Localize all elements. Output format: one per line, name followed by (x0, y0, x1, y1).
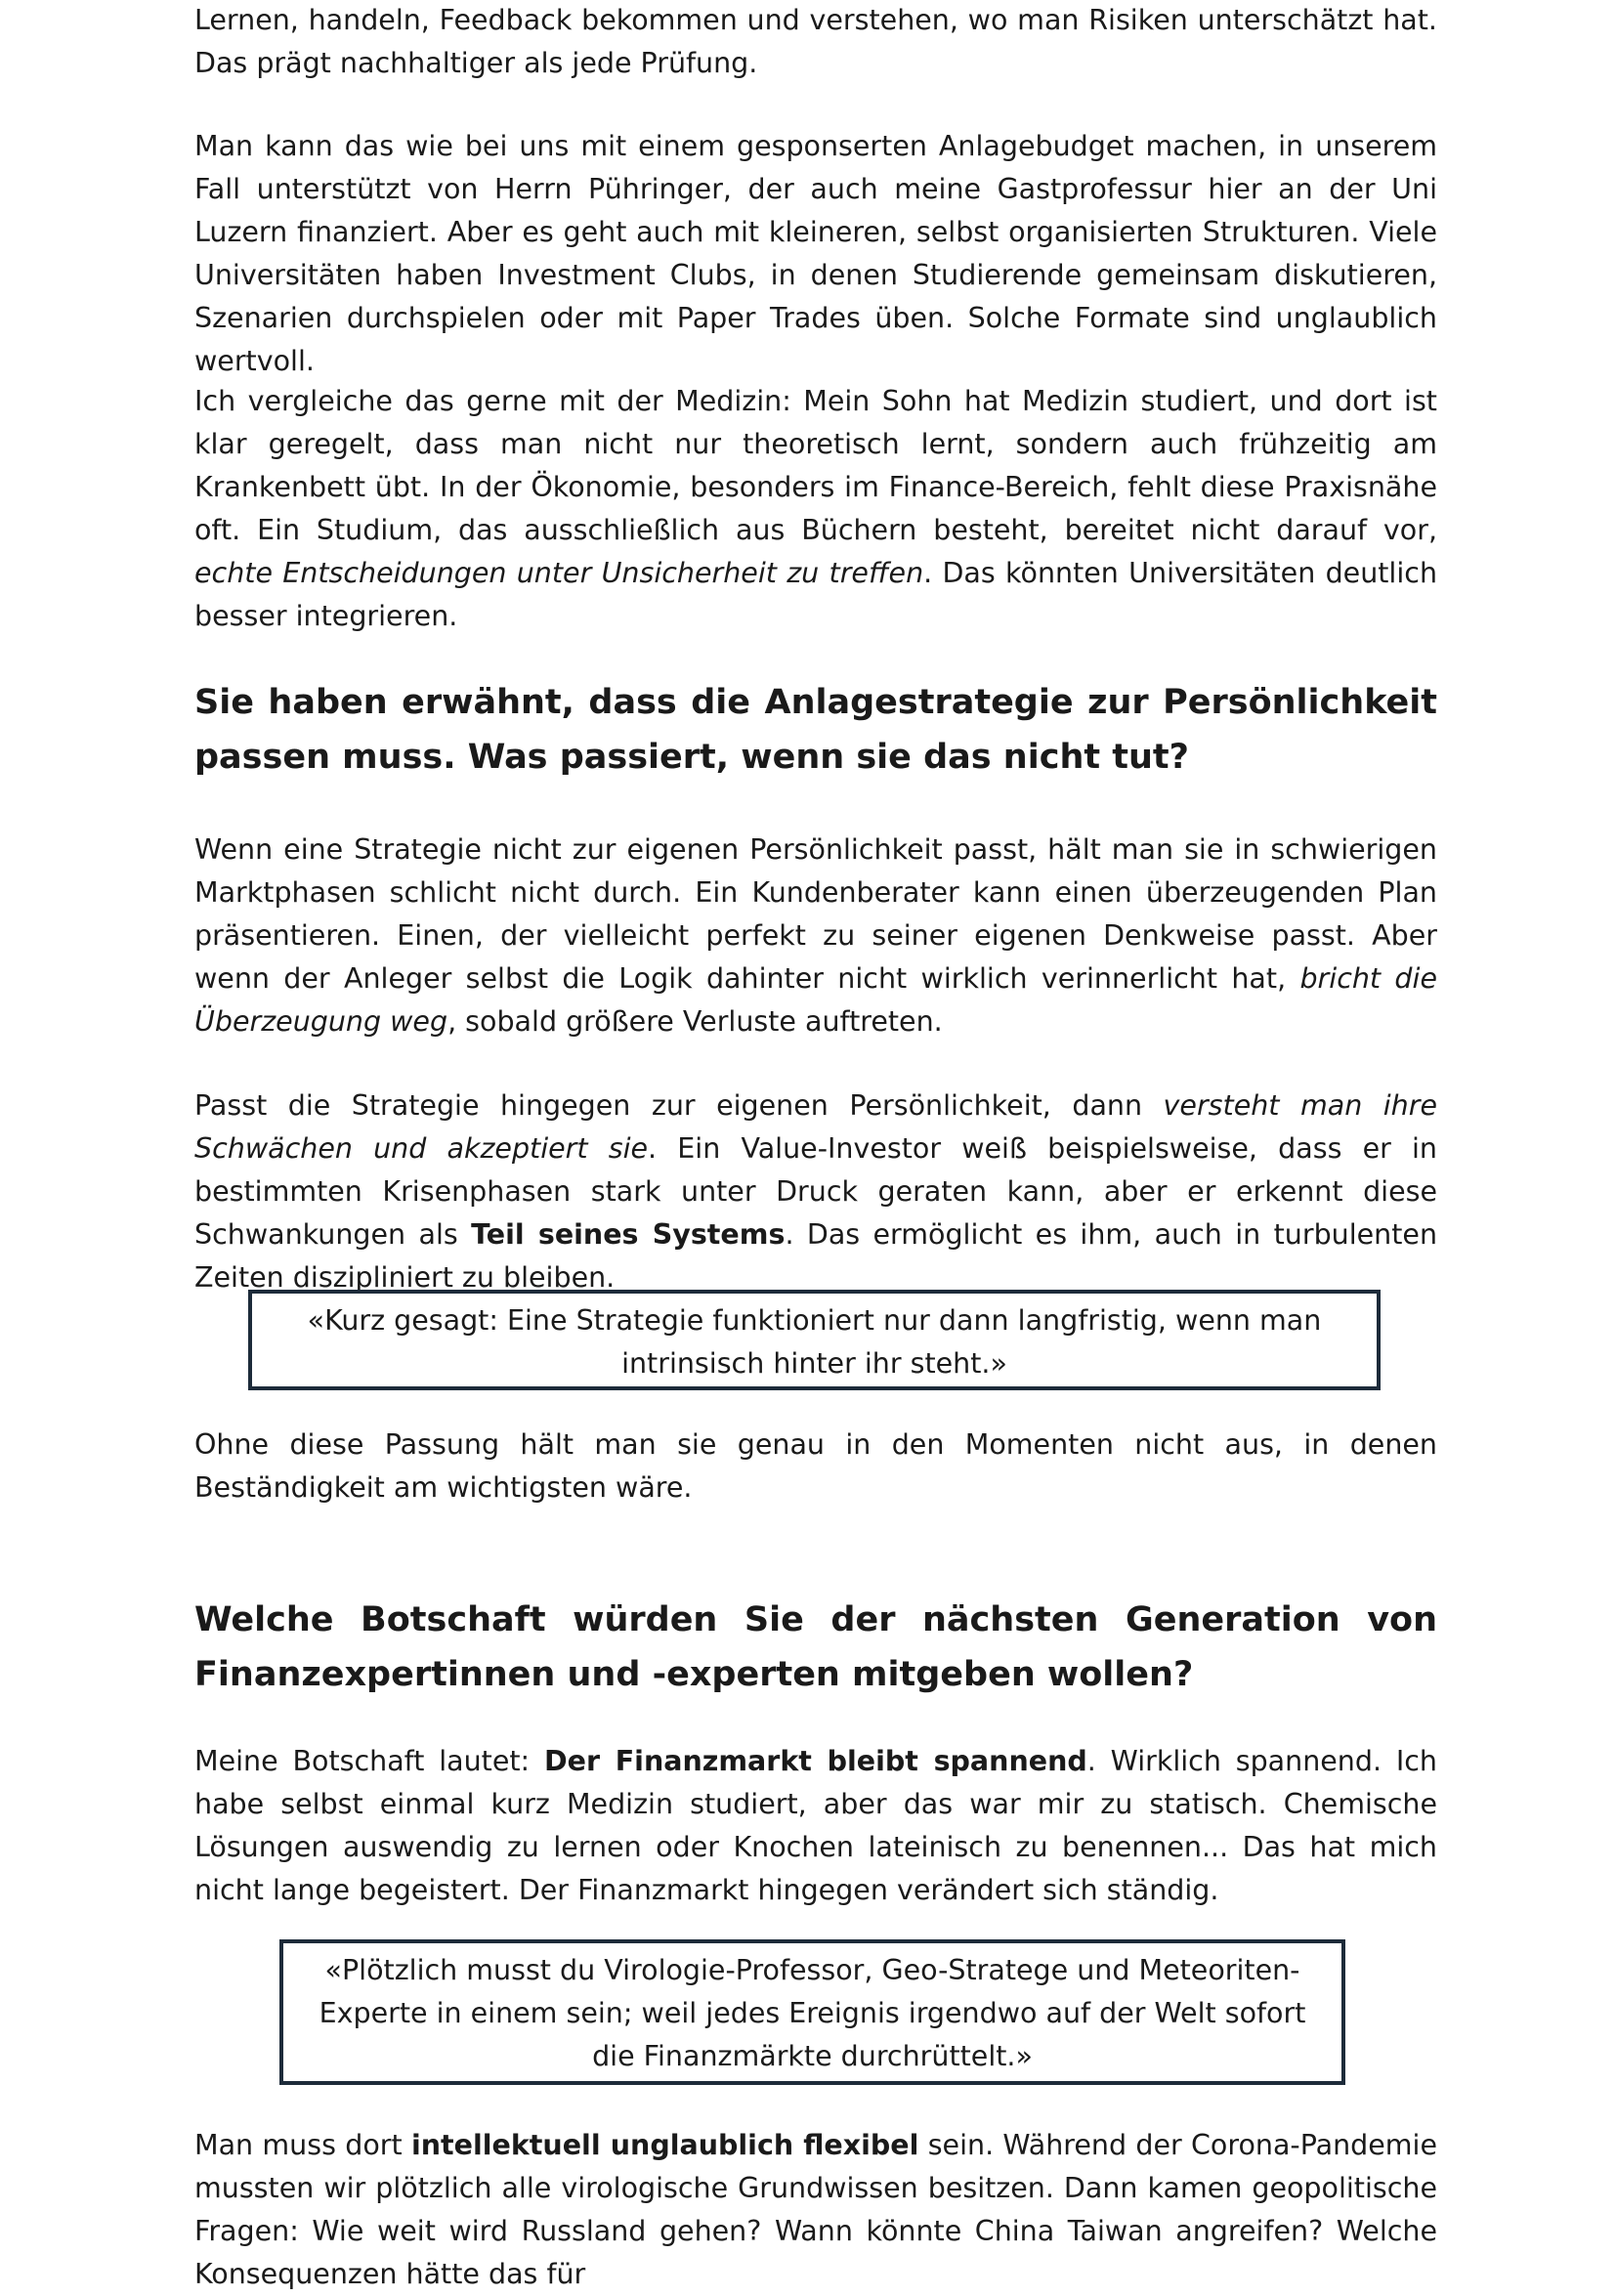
paragraph-flexibility (194, 2124, 1437, 2296)
paragraph-strategy-fit (194, 1084, 1437, 1299)
question-heading-next-generation (194, 1593, 1437, 1702)
paragraph-text: Ohne diese Passung hält man sie genau in den Momenten nicht aus, in denen Beständigkeit am wichtigsten wäre. (194, 1428, 1437, 1504)
paragraph-investment-budget (194, 125, 1437, 383)
quote-text: «Kurz gesagt: Eine Strategie funktioniert nur dann langfristig, wenn man intrinsisch hinter ihr steht.» (307, 1304, 1322, 1380)
quote-text: «Plötzlich musst du Virologie-Professor, Geo-Stratege und Meteoriten-Experte in einem sein; weil jedes Ereignis irgendwo auf der Welt sofort die Finanzmärkte durchrüttelt.» (319, 1954, 1306, 2072)
bold-text: Der Finanzmarkt bleibt spannend (543, 1745, 1087, 1777)
paragraph-text: Man muss dort (194, 2129, 411, 2161)
paragraph-medicine-comparison (194, 380, 1437, 638)
paragraph-text: Meine Botschaft lautet: (194, 1745, 544, 1777)
paragraph-text: Man kann das wie bei uns mit einem gesponserten Anlagebudget machen, in unserem Fall unterstützt von Herrn Pühringer, der auch meine Gastprofessur hier an der Uni Luzern finanziert. Aber es geht auch mit kleineren, selbst organisierten Strukturen. Viele Universitäten haben Investment Clubs, in denen Studierende gemeinsam diskutieren, Szenarien durchspielen oder mit Paper Trades üben. Solche Formate sind unglaublich wertvoll. (194, 130, 1437, 377)
paragraph-text: Passt die Strategie hingegen zur eigenen Persönlichkeit, dann (194, 1089, 1164, 1122)
bold-text: Teil seines Systems (471, 1218, 786, 1251)
emphasis-text: versteht man ihre Schwächen und akzeptiert sie (194, 1089, 1437, 1165)
paragraph-text: sein. Während der Corona-Pandemie mussten wir plötzlich alle virologische Grundwissen besitzen. Dann kamen geopolitische Fragen: Wie weit wird Russland gehen? Wann könnte China Taiwan angreifen? Welche Konsequenzen hätte das für (194, 2129, 1437, 2290)
pull-quote-strategy (248, 1290, 1381, 1390)
paragraph-text: . Das ermöglicht es ihm, auch in turbulenten Zeiten diszipliniert zu bleiben. (194, 1218, 1438, 1294)
paragraph-text: . Das könnten Universitäten deutlich besser integrieren. (194, 557, 1438, 632)
paragraph-text: , sobald größere Verluste auftreten. (447, 1005, 943, 1038)
paragraph-message (194, 1740, 1437, 1912)
pull-quote-finance-markets (279, 1939, 1345, 2085)
bold-text: intellektuell unglaublich flexibel (410, 2129, 919, 2161)
question-heading-personality (194, 675, 1437, 785)
heading-text: Sie haben erwähnt, dass die Anlagestrategie zur Persönlichkeit passen muss. Was passiert, wenn sie das nicht tut? (194, 683, 1437, 777)
paragraph-text: Ich vergleiche das gerne mit der Medizin: Mein Sohn hat Medizin studiert, und dort ist klar geregelt, dass man nicht nur theoretisch lernt, sondern auch frühzeitig am Krankenbett übt. In der Ökonomie, besonders im Finance-Bereich, fehlt diese Praxisnähe oft. Ein Studium, das ausschließlich aus Büchern besteht, bereitet nicht darauf vor, (194, 385, 1437, 546)
heading-text: Welche Botschaft würden Sie der nächsten Generation von Finanzexpertinnen und -experten mitgeben wollen? (194, 1600, 1437, 1694)
paragraph-consistency (194, 1424, 1437, 1509)
emphasis-text: bricht die Überzeugung weg (194, 962, 1437, 1038)
paragraph-strategy-mismatch (194, 829, 1437, 1043)
paragraph-text: Lernen, handeln, Feedback bekommen und verstehen, wo man Risiken unterschätzt hat. Das prägt nachhaltiger als jede Prüfung. (194, 4, 1437, 79)
emphasis-text: echte Entscheidungen unter Unsicherheit zu treffen (194, 557, 924, 589)
paragraph-text: . Ein Value-Investor weiß beispielsweise, dass er in bestimmten Krisenphasen stark unter Druck geraten kann, aber er erkennt diese Schwankungen als (194, 1132, 1437, 1251)
paragraph-text: Wenn eine Strategie nicht zur eigenen Persönlichkeit passt, hält man sie in schwierigen Marktphasen schlicht nicht durch. Ein Kundenberater kann einen überzeugenden Plan präsentieren. Einen, der vielleicht perfekt zu seiner eigenen Denkweise passt. Aber wenn der Anleger selbst die Logik dahinter nicht wirklich verinnerlicht hat, (194, 833, 1437, 995)
paragraph-text: . Wirklich spannend. Ich habe selbst einmal kurz Medizin studiert, aber das war mir zu statisch. Chemische Lösungen auswendig zu lernen oder Knochen lateinisch zu benennen... Das hat mich nicht lange begeistert. Der Finanzmarkt hingegen verändert sich ständig. (194, 1745, 1437, 1906)
paragraph-learning-by-doing (194, 0, 1437, 85)
